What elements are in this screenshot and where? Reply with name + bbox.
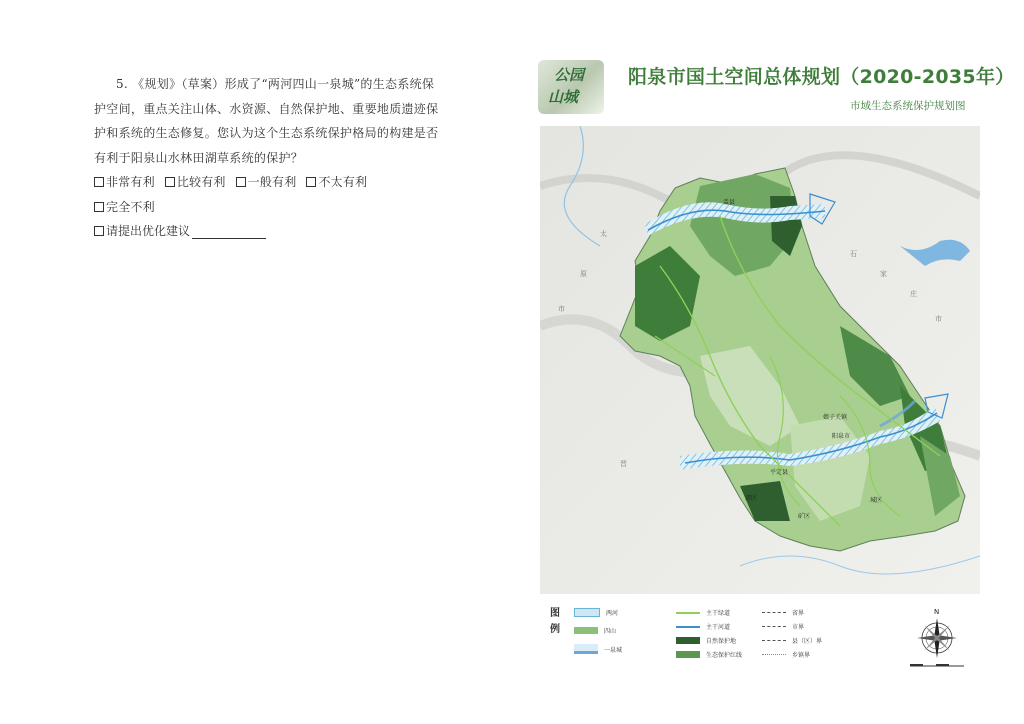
legend-swatch <box>574 644 598 654</box>
option-very-unfavorable[interactable]: 完全不利 <box>94 195 155 220</box>
option-neutral[interactable]: 一般有利 <box>236 170 297 195</box>
legend-swatch <box>676 637 700 644</box>
survey-question <box>94 72 444 244</box>
region-label: 庄 <box>910 290 917 298</box>
region-label: 市 <box>558 305 565 313</box>
compass-rose-icon <box>908 606 966 672</box>
legend-item: 省界 <box>762 608 804 617</box>
legend-swatch <box>762 640 786 641</box>
legend-item: 自然保护地 <box>676 636 736 645</box>
suggestion-label: 请提出优化建议 <box>106 224 191 238</box>
legend-swatch <box>676 612 700 614</box>
question-text: 5. 《规划》（草案）形成了“两河四山一泉城”的生态系统保护空间，重点关注山体、水资源、自然保护地、重要地质遗迹保护和系统的生态修复。您认为这个生态系统保护格局的构建是否有利于阳泉山水林田湖草系统的保护？ <box>94 77 439 165</box>
poster-title: 阳泉市国土空间总体规划（2020-2035年） <box>628 66 1015 88</box>
park-mountain-city-seal <box>538 60 604 114</box>
legend-swatch <box>762 626 786 627</box>
map-poster <box>520 40 1015 690</box>
answer-options <box>94 170 444 219</box>
seal-text-bottom: 山城 <box>548 88 579 106</box>
svg-text:N: N <box>934 608 940 616</box>
suggestion-row <box>94 219 444 244</box>
suggestion-input[interactable] <box>192 224 266 239</box>
legend-swatch <box>762 654 786 655</box>
poster-subtitle: 市域生态系统保护规划图 <box>850 100 966 112</box>
checkbox[interactable] <box>94 202 104 212</box>
legend-item: 两河 <box>574 608 618 617</box>
checkbox[interactable] <box>306 177 316 187</box>
place-label: 城区 <box>870 497 883 504</box>
checkbox[interactable] <box>236 177 246 187</box>
legend-item: 一泉城 <box>574 644 622 654</box>
legend-swatch <box>762 612 786 613</box>
region-label: 石 <box>850 250 857 258</box>
map-canvas <box>540 126 980 594</box>
option-fairly-favorable[interactable]: 比较有利 <box>165 170 226 195</box>
region-label: 晋 <box>620 460 627 468</box>
place-label: 阳泉市 <box>832 433 851 440</box>
place-label: 矿区 <box>798 513 811 520</box>
region-label: 原 <box>580 270 587 278</box>
legend-item: 县（区）界 <box>762 636 822 645</box>
legend-item: 乡镇界 <box>762 650 810 659</box>
place-label: 郊区 <box>745 495 758 502</box>
legend-item: 市界 <box>762 622 804 631</box>
legend-heading: 图例 <box>550 608 560 635</box>
place-label: 平定县 <box>770 469 789 476</box>
seal-text-top: 公园 <box>554 66 585 84</box>
place-label: 娘子关镇 <box>823 414 848 421</box>
legend-item: 生态保护红线 <box>676 650 742 659</box>
legend-swatch <box>574 627 598 634</box>
option-not-favorable[interactable]: 不太有利 <box>306 170 367 195</box>
legend-swatch <box>574 608 600 617</box>
ecosystem-map <box>540 126 980 594</box>
region-label: 市 <box>935 315 942 323</box>
option-very-favorable[interactable]: 非常有利 <box>94 170 155 195</box>
region-label: 家 <box>880 270 887 278</box>
legend-swatch <box>676 626 700 628</box>
legend-item: 主干绿道 <box>676 608 730 617</box>
checkbox[interactable] <box>94 177 104 187</box>
region-label: 太 <box>600 230 607 238</box>
map-legend <box>540 602 980 672</box>
place-label: 盂县 <box>723 199 736 206</box>
legend-item: 主干河道 <box>676 622 730 631</box>
legend-swatch <box>676 651 700 658</box>
checkbox[interactable] <box>94 226 104 236</box>
legend-item: 四山 <box>574 626 616 635</box>
checkbox[interactable] <box>165 177 175 187</box>
